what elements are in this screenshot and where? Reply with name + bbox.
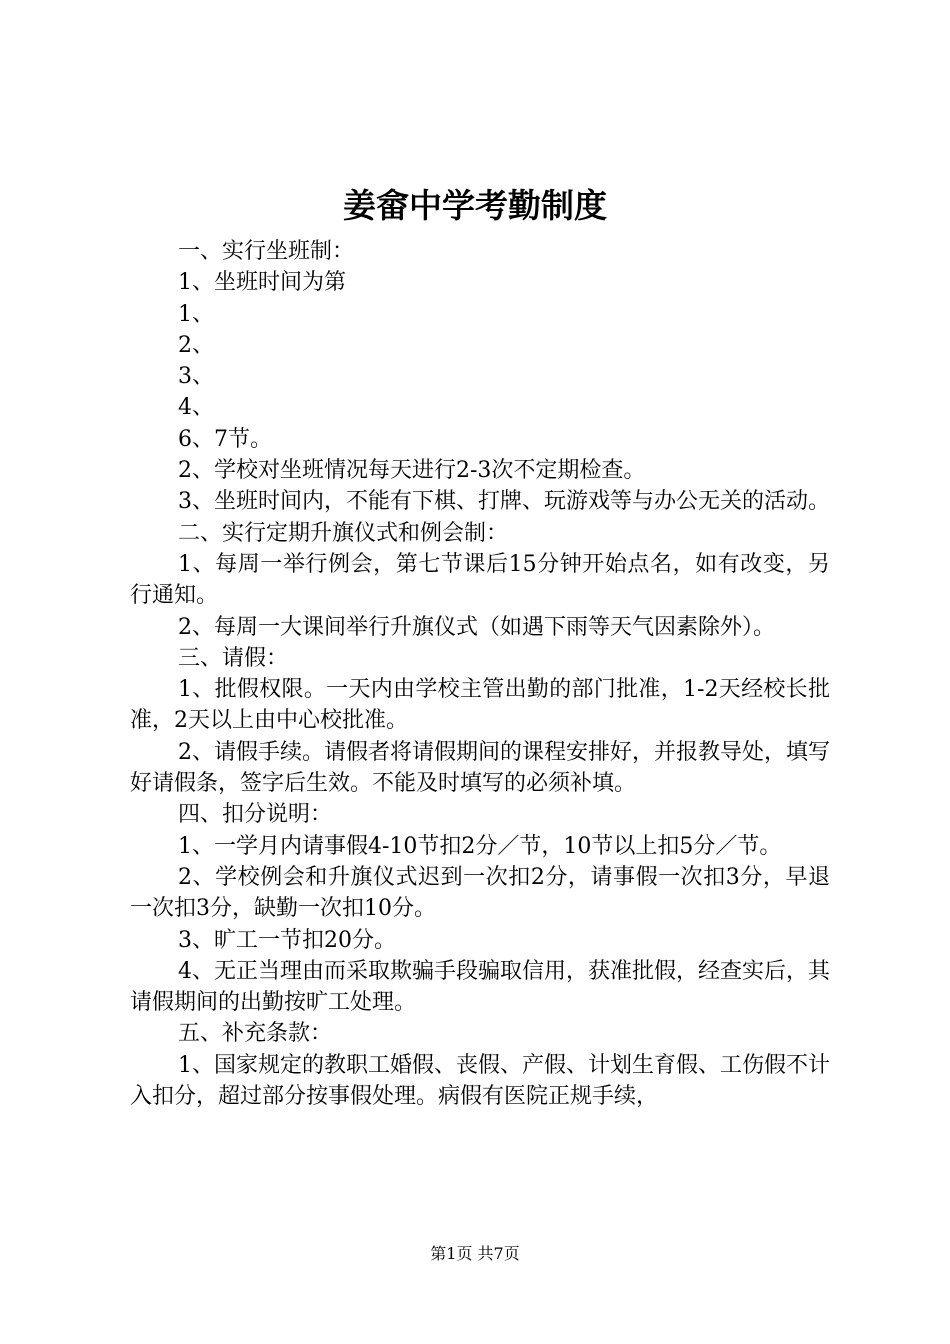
paragraph: 1、 bbox=[178, 301, 214, 327]
paragraph: 1、每周一举行例会，第七节课后15分钟开始点名，如有改变，另行通知。 bbox=[130, 551, 830, 609]
paragraph: 4、 bbox=[178, 395, 214, 421]
page-title: 姜畲中学考勤制度 bbox=[343, 186, 607, 225]
paragraph: 2、学校对坐班情况每天进行2-3次不定期检查。 bbox=[178, 458, 646, 484]
page-footer: 第1页 共7页 bbox=[430, 1244, 520, 1263]
paragraph: 三、请假： bbox=[178, 645, 289, 671]
paragraph: 3、旷工一节扣20分。 bbox=[178, 927, 396, 953]
paragraph: 2、每周一大课间举行升旗仪式（如遇下雨等天气因素除外）。 bbox=[178, 614, 775, 640]
document-body bbox=[130, 236, 830, 1112]
paragraph: 二、实行定期升旗仪式和例会制： bbox=[178, 520, 509, 546]
paragraph: 4、无正当理由而采取欺骗手段骗取信用，获准批假，经查实后，其请假期间的出勤按旷工处理。 bbox=[130, 958, 830, 1016]
paragraph: 3、 bbox=[178, 364, 214, 390]
paragraph: 2、学校例会和升旗仪式迟到一次扣2分，请事假一次扣3分，早退一次扣3分，缺勤一次扣10分。 bbox=[130, 864, 830, 922]
paragraph: 1、国家规定的教职工婚假、丧假、产假、计划生育假、工伤假不计入扣分，超过部分按事假处理。病假有医院正规手续， bbox=[130, 1052, 830, 1110]
paragraph: 一、实行坐班制： bbox=[178, 239, 355, 264]
paragraph: 6、7节。 bbox=[178, 426, 272, 452]
paragraph: 2、 bbox=[178, 332, 214, 358]
paragraph: 3、坐班时间内，不能有下棋、打牌、玩游戏等与办公无关的活动。 bbox=[178, 489, 830, 515]
paragraph: 2、请假手续。请假者将请假期间的课程安排好，并报教导处，填写好请假条，签字后生效。不能及时填写的必须补填。 bbox=[130, 739, 830, 797]
paragraph: 1、一学月内请事假4-10节扣2分／节，10节以上扣5分／节。 bbox=[178, 833, 782, 859]
paragraph: 四、扣分说明： bbox=[178, 802, 333, 828]
paragraph: 1、坐班时间为第 bbox=[178, 270, 346, 296]
paragraph: 1、批假权限。一天内由学校主管出勤的部门批准，1-2天经校长批准，2天以上由中心校批准。 bbox=[130, 677, 830, 734]
paragraph: 五、补充条款： bbox=[178, 1021, 333, 1047]
